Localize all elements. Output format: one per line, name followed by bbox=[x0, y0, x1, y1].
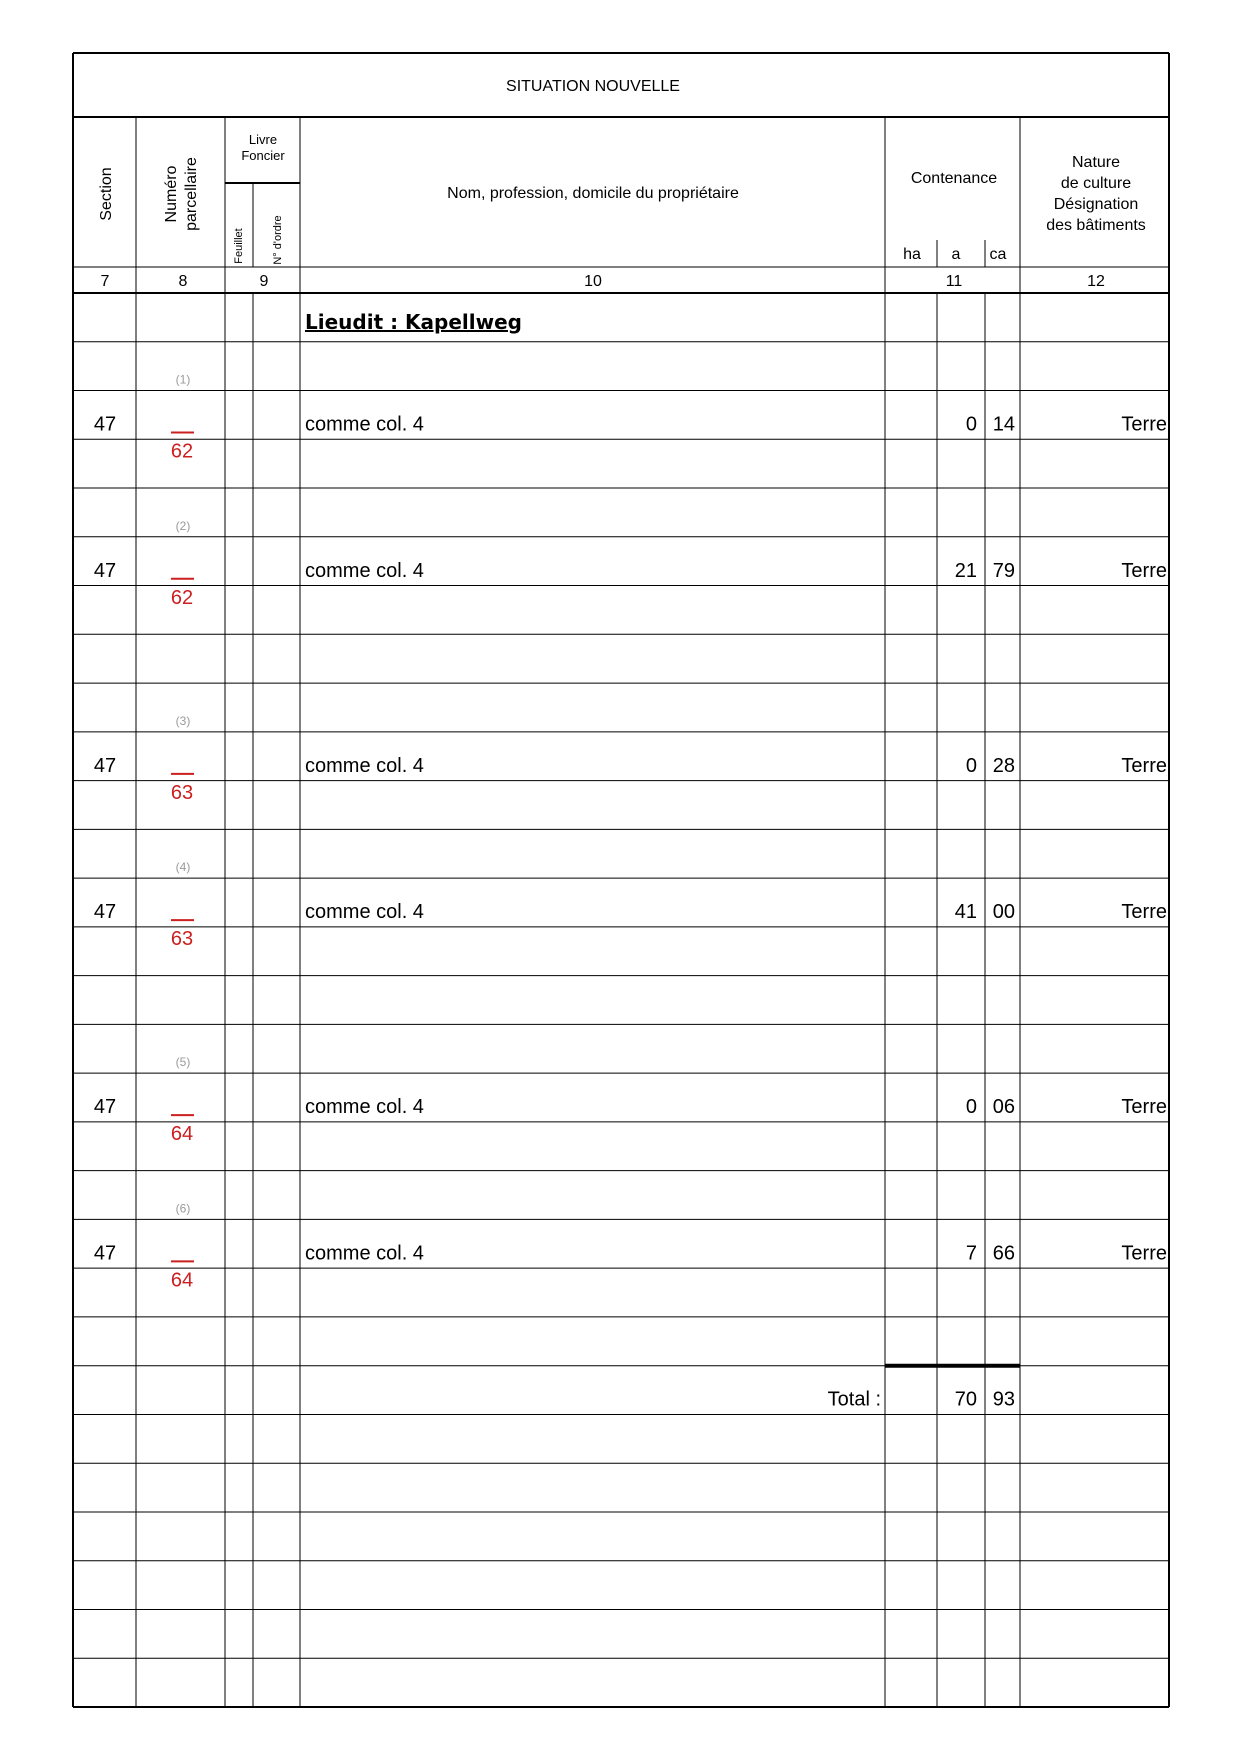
parcel-number: 62 bbox=[170, 440, 194, 463]
parcel-number-header-line2: parcellaire bbox=[183, 157, 200, 231]
area-centiare-value: 14 bbox=[992, 413, 1015, 436]
hectare-subheader: ha bbox=[903, 246, 921, 263]
nature-value: Terre bbox=[1121, 1242, 1167, 1265]
column-number-8: 8 bbox=[178, 273, 188, 290]
column-number-12: 12 bbox=[1087, 273, 1105, 290]
nature-value: Terre bbox=[1121, 1096, 1167, 1119]
livre-foncier-header-line2: Foncier bbox=[241, 148, 285, 163]
column-number-11: 11 bbox=[945, 273, 963, 290]
section-value: 47 bbox=[93, 413, 117, 436]
column-number-9: 9 bbox=[259, 273, 269, 290]
owner-column-header: Nom, profession, domicile du propriétaire bbox=[447, 185, 739, 202]
parcel-number: 64 bbox=[170, 1269, 194, 1292]
are-subheader: a bbox=[951, 246, 961, 263]
parcel-number-header-line1: Numéro bbox=[163, 165, 180, 223]
owner-value: comme col. 4 bbox=[305, 559, 424, 582]
centiare-subheader: ca bbox=[989, 246, 1007, 263]
area-are-value: 0 bbox=[965, 1096, 977, 1119]
area-centiare-value: 79 bbox=[992, 559, 1015, 582]
sheet-title: SITUATION NOUVELLE bbox=[506, 78, 680, 95]
table-body bbox=[94, 310, 1167, 1411]
column-number-7: 7 bbox=[100, 273, 110, 290]
lot-number: (2) bbox=[175, 518, 191, 533]
parcel-number: 64 bbox=[170, 1123, 194, 1146]
lot-number: (4) bbox=[175, 860, 191, 875]
total-centiare-value: 93 bbox=[992, 1388, 1015, 1411]
nature-value: Terre bbox=[1121, 559, 1167, 582]
nature-header-line1: Nature bbox=[1071, 154, 1121, 171]
section-value: 47 bbox=[93, 559, 117, 582]
area-centiare-value: 28 bbox=[992, 754, 1015, 777]
section-value: 47 bbox=[93, 901, 117, 924]
lot-number: (3) bbox=[175, 713, 191, 728]
area-are-value: 41 bbox=[954, 901, 977, 924]
section-value: 47 bbox=[93, 754, 117, 777]
nature-header-line2: de culture bbox=[1060, 175, 1132, 192]
owner-value: comme col. 4 bbox=[305, 1096, 424, 1119]
area-are-value: 0 bbox=[965, 754, 977, 777]
column-number-10: 10 bbox=[584, 273, 602, 290]
area-centiare-value: 00 bbox=[992, 901, 1015, 924]
owner-value: comme col. 4 bbox=[305, 901, 424, 924]
contenance-header: Contenance bbox=[910, 170, 998, 187]
parcel-number: 63 bbox=[170, 781, 194, 804]
nature-value: Terre bbox=[1121, 901, 1167, 924]
section-column-header: Section bbox=[98, 167, 115, 221]
feuillet-header: Feuillet bbox=[233, 228, 245, 264]
lot-number: (6) bbox=[175, 1201, 191, 1216]
section-value: 47 bbox=[93, 1242, 117, 1265]
lot-number: (1) bbox=[175, 372, 191, 387]
owner-value: comme col. 4 bbox=[305, 413, 424, 436]
nature-value: Terre bbox=[1121, 754, 1167, 777]
owner-value: comme col. 4 bbox=[305, 1242, 424, 1265]
section-value: 47 bbox=[93, 1096, 117, 1119]
area-are-value: 0 bbox=[965, 413, 977, 436]
lieudit-heading: Lieudit : Kapellweg bbox=[305, 310, 523, 334]
nature-header-line3: Désignation bbox=[1053, 196, 1139, 213]
total-label: Total : bbox=[827, 1388, 881, 1411]
table-grid bbox=[73, 53, 1169, 1707]
area-centiare-value: 06 bbox=[992, 1096, 1015, 1119]
area-are-value: 7 bbox=[965, 1242, 977, 1265]
livre-foncier-header-line1: Livre bbox=[248, 132, 278, 147]
order-number-header: N° d'ordre bbox=[272, 215, 284, 265]
nature-header-line4: des bâtiments bbox=[1046, 217, 1146, 234]
parcel-number: 63 bbox=[170, 928, 194, 951]
parcel-number: 62 bbox=[170, 586, 194, 609]
lot-number: (5) bbox=[175, 1055, 191, 1070]
area-are-value: 21 bbox=[954, 559, 977, 582]
area-centiare-value: 66 bbox=[992, 1242, 1015, 1265]
owner-value: comme col. 4 bbox=[305, 754, 424, 777]
nature-value: Terre bbox=[1121, 413, 1167, 436]
total-are-value: 70 bbox=[954, 1388, 977, 1411]
